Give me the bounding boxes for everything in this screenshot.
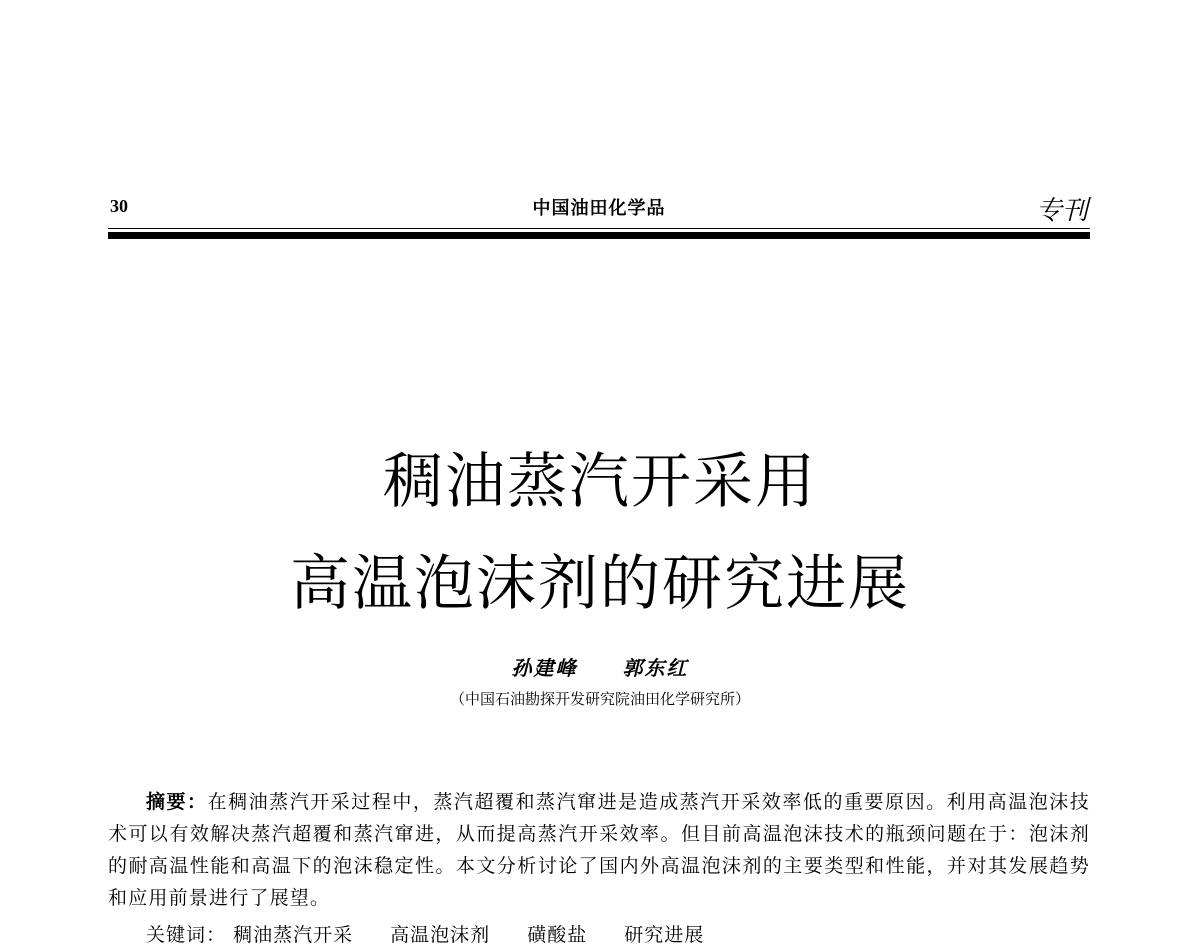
abstract-label: 摘要： — [146, 791, 208, 813]
running-head — [108, 190, 1090, 226]
author-name: 郭东红 — [622, 656, 689, 680]
affiliation: （中国石油勘探开发研究院油田化学研究所） — [449, 690, 750, 708]
paper-title-line-2: 高温泡沫剂的研究进展 — [290, 549, 910, 619]
keywords-label: 关键词： — [146, 924, 227, 946]
keyword: 磺酸盐 — [527, 924, 588, 946]
keyword: 稠油蒸汽开采 — [233, 924, 354, 946]
header-rule-thin — [108, 228, 1090, 229]
page-number: 30 — [110, 196, 128, 216]
issue-label: 专刊 — [1035, 196, 1088, 226]
paper-title-line-1: 稠油蒸汽开采用 — [383, 447, 817, 517]
keywords — [146, 920, 734, 950]
abstract-text: 在稠油蒸汽开采过程中，蒸汽超覆和蒸汽窜进是造成蒸汽开采效率低的重要原因。利用高温泡沫技术可以有效解决蒸汽超覆和蒸汽窜进，从而提高蒸汽开采效率。但目前高温泡沫技术的瓶颈问题在于：泡沫剂的耐高温性能和高温下的泡沫稳定性。本文分析讨论了国内外高温泡沫剂的主要类型和性能，并对其发展趋势和应用前景进行了展望。 — [108, 791, 1090, 909]
journal-name: 中国油田化学品 — [532, 198, 666, 219]
author-name: 孙建峰 — [511, 656, 578, 680]
header-rule-thick — [108, 232, 1090, 239]
abstract — [108, 786, 1090, 914]
keyword: 研究进展 — [624, 924, 705, 946]
author-list — [0, 652, 1200, 681]
keyword: 高温泡沫剂 — [390, 924, 491, 946]
